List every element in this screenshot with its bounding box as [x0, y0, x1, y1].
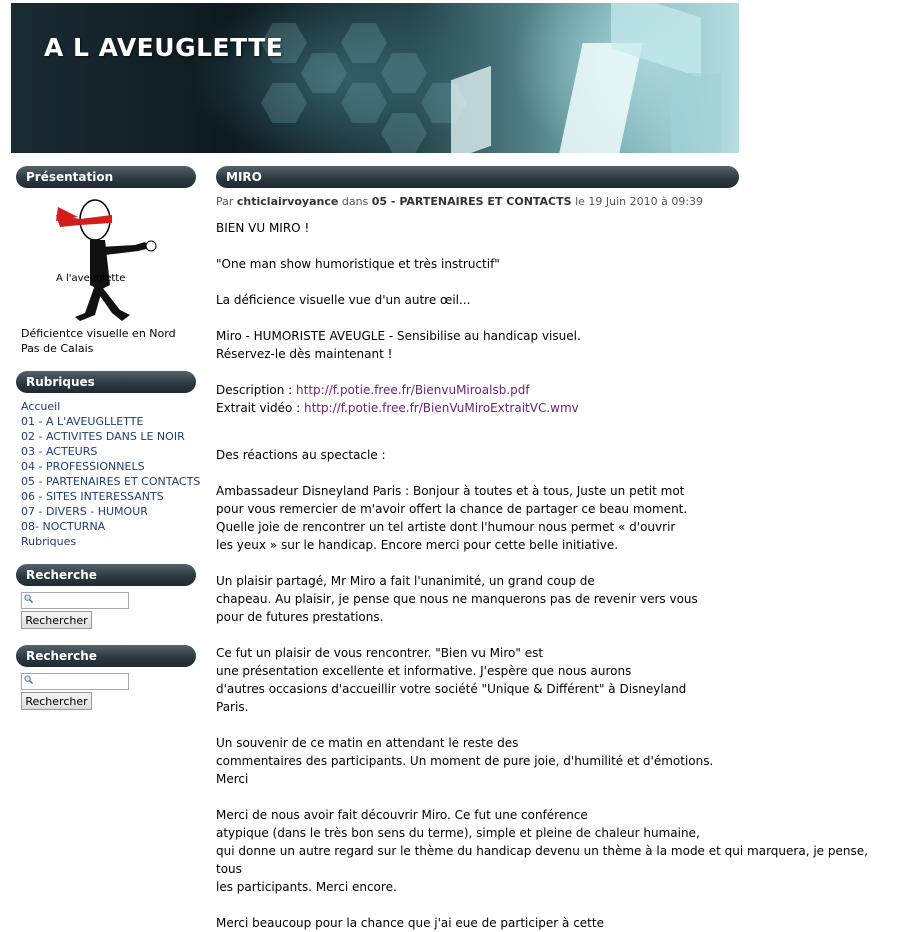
search-form-1 — [21, 592, 129, 629]
rubrique-link-08[interactable]: 08- NOCTURNA — [21, 520, 106, 533]
post-line: Merci — [216, 772, 249, 786]
post-line: Quelle joie de rencontrer un tel artiste dont l'humour nous permet « d'ouvrir — [216, 520, 676, 534]
post-title: MIRO — [216, 166, 739, 188]
search-button-2[interactable]: Rechercher — [21, 692, 92, 710]
site-banner — [11, 3, 739, 153]
meta-par: Par — [216, 195, 234, 208]
post-line: La déficience visuelle vue d'un autre œil... — [216, 293, 471, 307]
rubrique-link-02[interactable]: 02 - ACTIVITES DANS LE NOIR — [21, 430, 185, 443]
post-category[interactable]: 05 - PARTENAIRES ET CONTACTS — [371, 195, 572, 208]
meta-dans: dans — [341, 195, 369, 208]
description-line — [216, 381, 886, 399]
post-line: Merci de nous avoir fait découvrir Miro. Ce fut une conférence — [216, 808, 588, 822]
search-input-1[interactable] — [21, 592, 129, 609]
post-line: Ce fut un plaisir de vous rencontrer. "Bien vu Miro" est — [216, 646, 544, 660]
search-form-2 — [21, 673, 129, 710]
rubriques-header: Rubriques — [16, 371, 196, 393]
search-icon — [24, 594, 33, 603]
search-header-1: Recherche — [16, 564, 196, 586]
post-line: d'autres occasions d'accueillir votre société "Unique & Différent" à Disneyland — [216, 682, 687, 696]
post-line: commentaires des participants. Un moment de pure joie, d'humilité et d'émotions. — [216, 754, 714, 768]
banner-hex — [381, 113, 427, 153]
rubrique-link-04[interactable]: 04 - PROFESSIONNELS — [21, 460, 145, 473]
video-line — [216, 399, 886, 417]
presentation-caption: Déficientce visuelle en Nord Pas de Calais — [21, 327, 176, 355]
avatar-image-text: A l'aveuglette — [56, 273, 126, 284]
banner-hex — [301, 53, 347, 93]
post-line: Paris. — [216, 700, 249, 714]
post-line: pour vous remercier de m'avoir offert la chance de partager ce beau moment. — [216, 502, 688, 516]
post-line: atypique (dans le très bon sens du terme), simple et pleine de chaleur humaine, — [216, 826, 700, 840]
post-line: "One man show humoristique et très instructif" — [216, 257, 500, 271]
rubrique-link-03[interactable]: 03 - ACTEURS — [21, 445, 98, 458]
rubrique-link-06[interactable]: 06 - SITES INTERESSANTS — [21, 490, 164, 503]
banner-hex — [341, 23, 387, 63]
post-author[interactable]: chticlairvoyance — [236, 195, 339, 208]
search-input-2[interactable] — [21, 673, 129, 690]
post-date: le 19 Juin 2010 à 09:39 — [575, 195, 704, 208]
post-line: BIEN VU MIRO ! — [216, 221, 310, 235]
post-line: qui donne un autre regard sur le thème du handicap devenu un thème à la mode et qui marquera, je pense, tous — [216, 844, 868, 876]
rubrique-link-01[interactable]: 01 - A L'AVEUGLLETTE — [21, 415, 144, 428]
post-line: Miro - HUMORISTE AVEUGLE - Sensibilise au handicap visuel. — [216, 329, 581, 343]
banner-shard — [671, 73, 721, 153]
post-line: Des réactions au spectacle : — [216, 448, 386, 462]
search-button-1[interactable]: Rechercher — [21, 611, 92, 629]
post-line: Un plaisir partagé, Mr Miro a fait l'unanimité, un grand coup de — [216, 574, 595, 588]
description-link[interactable]: http://f.potie.free.fr/BienvuMiroalsb.pdf — [296, 383, 530, 397]
post-line: pour de futures prestations. — [216, 610, 384, 624]
banner-hex — [261, 83, 307, 123]
rubrique-link-07[interactable]: 07 - DIVERS - HUMOUR — [21, 505, 148, 518]
post-line: Un souvenir de ce matin en attendant le reste des — [216, 736, 519, 750]
post-line: chapeau. Au plaisir, je pense que nous ne manquerons pas de revenir vers vous — [216, 592, 698, 606]
post-line: les participants. Merci encore. — [216, 880, 397, 894]
banner-shard — [451, 66, 491, 153]
post-line: Réservez-le dès maintenant ! — [216, 347, 393, 361]
blindfolded-man-icon — [50, 195, 165, 325]
blindfolded-figure-image — [50, 195, 165, 325]
rubrique-link-rubriques[interactable]: Rubriques — [21, 535, 77, 548]
post-body — [216, 219, 886, 932]
post-line: les yeux » sur le handicap. Encore merci pour cette belle initiative. — [216, 538, 619, 552]
rubrique-link-accueil[interactable]: Accueil — [21, 400, 61, 413]
search-icon — [24, 675, 33, 684]
rubrique-link-05[interactable]: 05 - PARTENAIRES ET CONTACTS — [21, 475, 201, 488]
post-line: Merci beaucoup pour la chance que j'ai eue de participer à cette — [216, 916, 604, 930]
presentation-header: Présentation — [16, 166, 196, 188]
search-header-2: Recherche — [16, 645, 196, 667]
post-meta — [216, 195, 703, 208]
banner-hex — [381, 53, 427, 93]
video-label: Extrait vidéo : — [216, 401, 304, 415]
video-link[interactable]: http://f.potie.free.fr/BienVuMiroExtraitVC.wmv — [303, 401, 579, 415]
site-title: A L AVEUGLETTE — [44, 33, 284, 62]
banner-shard — [559, 43, 642, 153]
rubriques-list — [21, 399, 200, 549]
post-line: une présentation excellente et informative. J'espère que nous aurons — [216, 664, 632, 678]
description-label: Description : — [216, 383, 297, 397]
banner-hex — [341, 83, 387, 123]
post-line: Ambassadeur Disneyland Paris : Bonjour à toutes et à tous, Juste un petit mot — [216, 484, 685, 498]
